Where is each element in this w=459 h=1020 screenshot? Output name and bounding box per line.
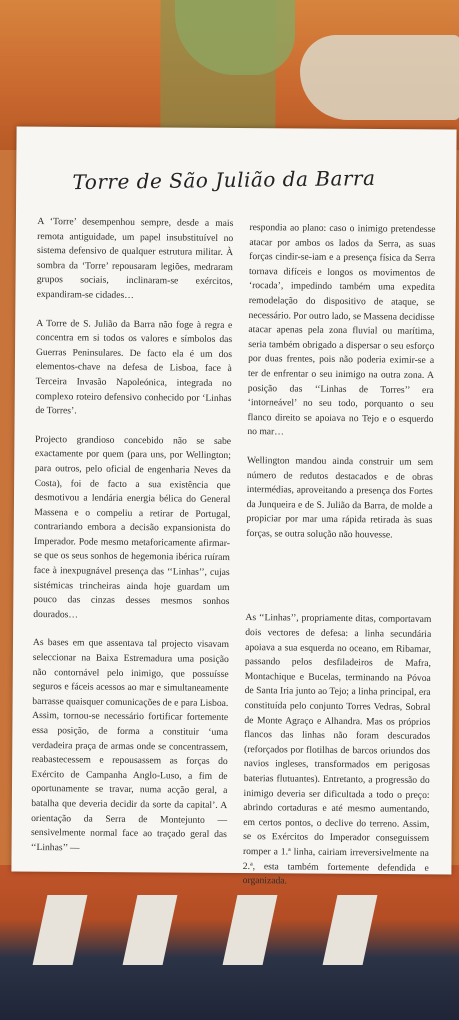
paragraph: A ‘Torre’ desempenhou sempre, desde a mais remota antiguidade, um papel insubstituível no sistema defensivo de qualquer estrutura militar. À sombra da ‘Torre’ repousaram legiões, medraram grupos sociais, inclinaram-se exércitos, expandiram-se cidades… bbox=[36, 215, 234, 301]
paragraph: As ‘‘Linhas’’, propriamente ditas, comportavam dois vectores de defesa: a linha secundária apoiava a sua esquerda no oceano, em Ribamar, passando pelos desfiladeiros de Mafra, Montachique e Bucelas, terminando na Póvoa de Santa Iria junto ao Tejo; a linha principal, era constituída pelo conjunto Torres Vedras, Sobral de Monte Agraço e Alhandra. Mas os próprios flancos das linhas não foram descurados (reforçados por flotilhas de barcos oriundos dos navios ingleses, transformados em perigosas baterias flutuantes). Entretanto, a progressão do inimigo deveria ser dificultada a todo o preço: abrindo cortaduras e até mesmo aumentando, em certos pontos, o declive do terreno. Assim, se os Exércitos do Imperador conseguissem romper a 1.ª linha, cairiam irreversivelmente na 2.ª, esta também fortemente defendida e organizada. bbox=[242, 612, 432, 887]
fabric-stripe bbox=[33, 895, 88, 965]
fabric-stripe bbox=[223, 895, 278, 965]
fabric-pattern bbox=[300, 35, 459, 120]
paragraph: Projecto grandioso concebido não se sabe exactamente por quem (para uns, por Wellington; para outros, pelo oficial de engenharia Neves da Costa), foi de facto a sua existência que desmotivou a lendária energia bélica do General Massena e o compeliu a retirar de Portugal, contrariando embora a decisão expansionista do Imperador. Pode mesmo metaforicamente afirmar-se que os seus sonhos de hegemonia ibérica ruíram face à inexpugnável presença das ‘‘Linhas’’, cujas sistémicas trincheiras ainda hoje guardam um pouco das cinzas desses mesmos sonhos dourados… bbox=[33, 433, 232, 621]
page-title: Torre de São Julião da Barra bbox=[72, 165, 376, 195]
left-text-column bbox=[31, 215, 234, 871]
fabric-stripe bbox=[323, 895, 378, 965]
fabric-pattern bbox=[175, 0, 295, 75]
fabric-stripe bbox=[123, 895, 178, 965]
paragraph: As bases em que assentava tal projecto visavam seleccionar na Baixa Estremadura uma posição não contornável pelo inimigo, que possuísse seguros e fáceis acessos ao mar e simultaneamente barrasse quaisquer comunicações de e para Lisboa. Assim, tornou-se necessário fortificar fortemente essa posição, de forma a constituir ‘uma verdadeira praça de armas onde se concentrassem, reabastecessem e repousassem as forças do Exército de Campanha Anglo-Luso, a fim de oportunamente se travar, numa acção geral, a batalha que deveria decidir da sorte da capital’. A orientação da Serra de Montejunto — sensivelmente normal face ao traçado geral das ‘‘Linhas’’ — bbox=[30, 637, 229, 854]
paragraph: A Torre de S. Julião da Barra não foge à regra e concentra em si todos os valores e símbolos das Guerras Peninsulares. De facto ela é um dos elementos-chave na defesa de Lisboa, face à Terceira Invasão Napoleónica, integrada no complexo roteiro defensivo conhecido por ‘Linhas de Torres’. bbox=[35, 317, 233, 417]
paragraph: respondia ao plano: caso o inimigo pretendesse atacar por ambos os lados da Serra, as suas forças cindir-se-iam e a presença física da Serra tornava difíceis e longos os movimentos de ‘rocada’, impedindo também uma expedita remodelação do dispositivo de ataque, se necessário. Por outro lado, se Massena decidisse atacar apenas pela zona fluvial ou marítima, seria também obrigado a dispersar o seu esforço por duas frentes, pois não poderia eximir-se a ter de enfrentar o seu inimigo na outra zona. A posição das ‘‘Linhas de Torres’’ era ‘intorneável’ no seu todo, porquanto o seu flanco direito se apoiava no Tejo e o esquerdo no mar… bbox=[247, 222, 436, 438]
right-text-column bbox=[242, 221, 435, 905]
paragraph: Wellington mandou ainda construir um sem número de redutos destacados e de obras intermédias, aproveitando a presença dos Fortes da Junqueira e de S. Julião da Barra, de molde a propiciar por mar uma rápida retirada às suas forças, se outra solução não houvesse. bbox=[246, 454, 434, 541]
